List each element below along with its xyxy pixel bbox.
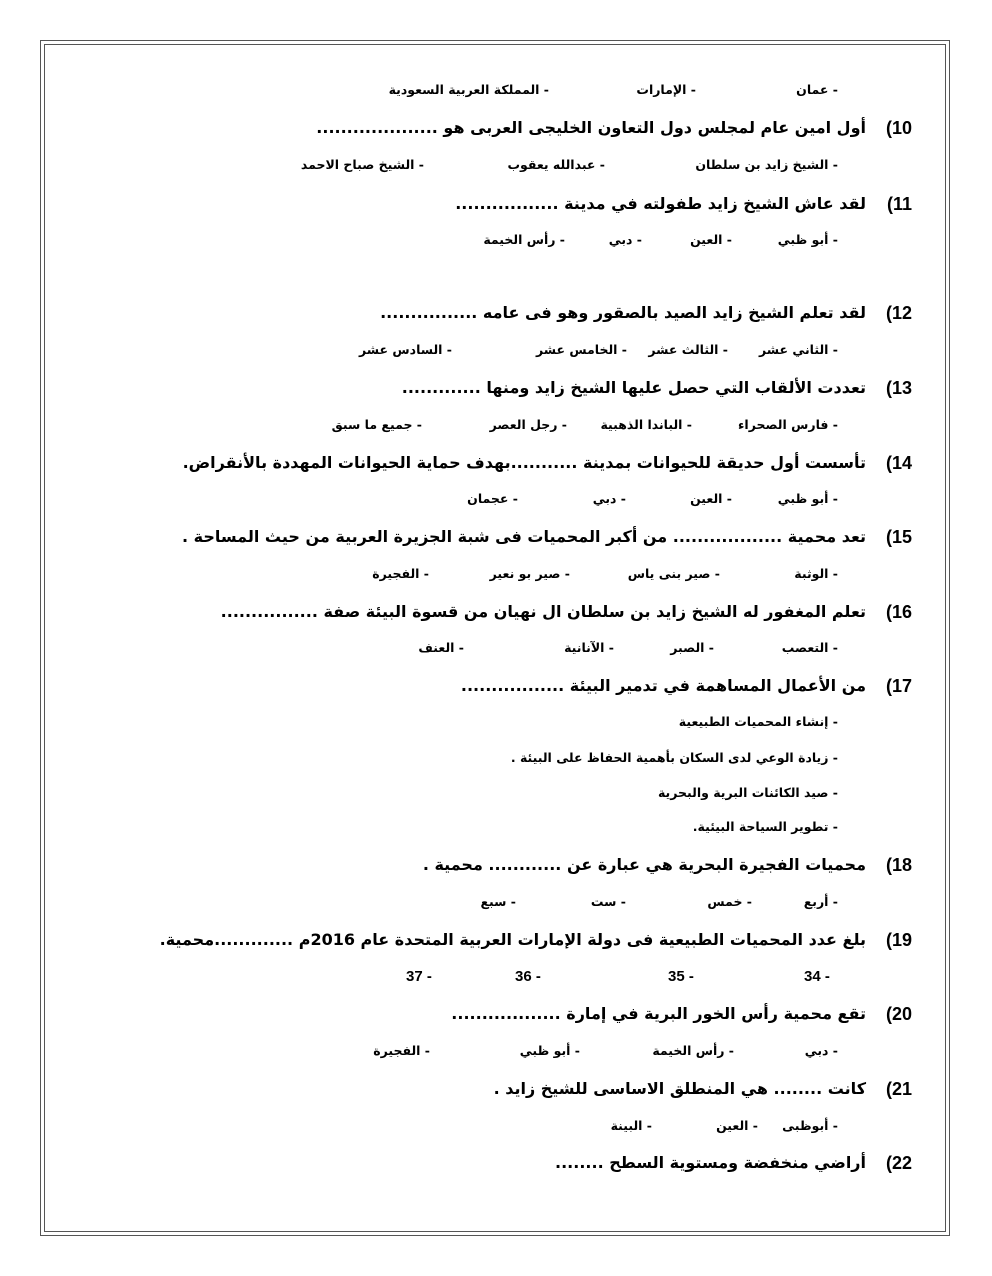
question-text: لقد تعلم الشيخ زايد الصيد بالصقور وهو فى عامه ................: [380, 303, 866, 322]
question-number: 21): [885, 1079, 912, 1099]
q13-option-2: - الباندا الذهبية: [600, 417, 692, 432]
q15-option-3: - صير بو نعير: [489, 566, 570, 581]
q14-option-2: - العين: [690, 491, 732, 506]
question-number: 11): [886, 194, 912, 214]
q18-option-4: - سبع: [480, 894, 516, 909]
question-22: [555, 1148, 912, 1178]
q19-option-4: 37 -: [406, 968, 432, 985]
question-text: تعددت الألقاب التي حصل عليها الشيخ زايد ومنها .............: [401, 378, 866, 397]
q19-option-3: 36 -: [515, 968, 541, 985]
question-text: أراضي منخفضة ومستوية السطح ........: [555, 1153, 866, 1172]
question-number: 20): [885, 1004, 912, 1024]
q11-option-4: - رأس الخيمة: [483, 232, 565, 247]
q21-option-2: - العين: [716, 1118, 758, 1133]
q13-option-3: - رجل العصر: [489, 417, 567, 432]
q10-option-2: - عبدالله يعقوب: [507, 157, 605, 172]
question-number: 12): [885, 303, 912, 323]
question-17: [461, 671, 912, 701]
q11-option-3: - دبي: [608, 232, 642, 247]
q15-option-2: - صير بنى ياس: [627, 566, 720, 581]
q21-option-3: - البينة: [610, 1118, 652, 1133]
question-10: [316, 113, 912, 143]
q17-option-2: - زيادة الوعي لدى السكان بأهمية الحفاظ على البيئة .: [510, 750, 838, 765]
q18-option-3: - ست: [590, 894, 626, 909]
question-12: [380, 298, 912, 328]
q13-option-1: - فارس الصحراء: [738, 417, 838, 432]
question-text: محميات الفجيرة البحرية هي عبارة عن ............ محمية .: [422, 855, 866, 874]
question-13: [402, 373, 912, 403]
question-text: تأسست أول حديقة للحيوانات بمدينة ...........بهدف حماية الحيوانات المهددة بالأنقراض.: [182, 453, 866, 472]
question-number: 15): [885, 527, 912, 547]
q18-option-2: - خمس: [707, 894, 752, 909]
question-18: [423, 850, 912, 880]
question-16: [221, 597, 912, 627]
question-19: [160, 925, 912, 955]
q9-option-3: - المملكة العربية السعودية: [388, 82, 549, 97]
question-20: [451, 999, 912, 1029]
question-number: 17): [885, 676, 912, 696]
q19-option-2: 35 -: [668, 968, 694, 985]
question-text: تقع محمية رأس الخور البرية في إمارة ..................: [451, 1004, 866, 1023]
q12-option-3: - الخامس عشر: [535, 342, 627, 357]
question-number: 22): [885, 1153, 912, 1173]
q20-option-2: - رأس الخيمة: [652, 1043, 734, 1058]
q20-option-1: - دبي: [804, 1043, 838, 1058]
q17-option-1: - إنشاء المحميات الطبيعية: [678, 714, 838, 729]
q12-option-4: - السادس عشر: [359, 342, 452, 357]
question-number: 19): [885, 930, 912, 950]
q13-option-4: - جميع ما سبق: [331, 417, 422, 432]
q11-option-1: - أبو ظبي: [777, 232, 838, 247]
question-21: [494, 1074, 912, 1104]
q19-option-1: 34 -: [804, 968, 830, 985]
question-number: 16): [885, 602, 912, 622]
q14-option-4: - عجمان: [467, 491, 518, 506]
q17-option-3: - صيد الكائنات البرية والبحرية: [657, 785, 838, 800]
q17-option-4: - تطوير السياحة البيئية.: [692, 819, 838, 834]
q14-option-3: - دبي: [592, 491, 626, 506]
q10-option-3: - الشيخ صباح الاحمد: [300, 157, 424, 172]
question-number: 10): [885, 118, 912, 138]
question-text: كانت ........ هي المنطلق الاساسى للشيخ زايد .: [493, 1079, 866, 1098]
q18-option-1: - أربع: [803, 894, 838, 909]
q15-option-1: - الوثبة: [794, 566, 838, 581]
q16-option-3: - الآنانية: [564, 640, 614, 655]
question-text: تعلم المغفور له الشيخ زايد بن سلطان ال نهيان من قسوة البيئة صفة ................: [220, 602, 866, 621]
question-number: 13): [885, 378, 912, 398]
question-text: لقد عاش الشيخ زايد طفولته في مدينة .................: [455, 194, 866, 213]
question-text: من الأعمال المساهمة في تدمير البيئة .................: [460, 676, 866, 695]
question-11: [455, 189, 912, 219]
q16-option-4: - العنف: [418, 640, 464, 655]
q11-option-2: - العين: [690, 232, 732, 247]
q20-option-4: - الفجيرة: [373, 1043, 430, 1058]
question-text: بلغ عدد المحميات الطبيعية فى دولة الإمارات العربية المتحدة عام 2016م .............محمية.: [159, 930, 866, 949]
q14-option-1: - أبو ظبي: [777, 491, 838, 506]
q21-option-1: - أبوظبى: [782, 1118, 838, 1133]
q9-option-2: - الإمارات: [636, 82, 696, 97]
question-number: 18): [885, 855, 912, 875]
q9-option-1: - عمان: [796, 82, 838, 97]
q16-option-2: - الصبر: [670, 640, 714, 655]
q12-option-2: - الثالث عشر: [648, 342, 728, 357]
question-number: 14): [885, 453, 912, 473]
question-text: تعد محمية .................. من أكبر المحميات فى شبة الجزيرة العربية من حيث المساحة .: [181, 527, 866, 546]
q16-option-1: - التعصب: [781, 640, 838, 655]
question-15: [182, 522, 912, 552]
q12-option-1: - الثاني عشر: [758, 342, 838, 357]
q10-option-1: - الشيخ زايد بن سلطان: [695, 157, 838, 172]
q15-option-4: - الفجيرة: [372, 566, 429, 581]
question-text: أول امين عام لمجلس دول التعاون الخليجى العربى هو ....................: [316, 118, 866, 137]
question-14: [183, 448, 912, 478]
q20-option-3: - أبو ظبي: [519, 1043, 580, 1058]
